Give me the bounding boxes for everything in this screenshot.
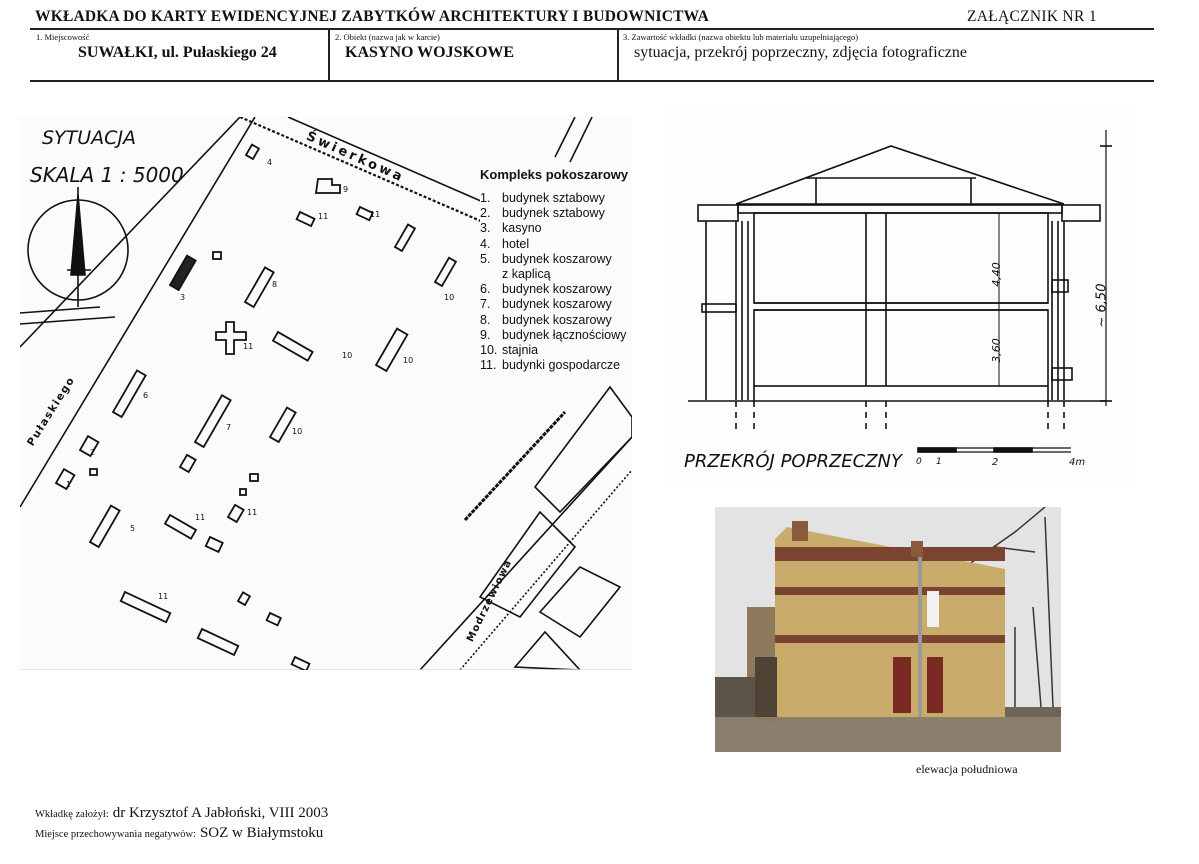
- photo-caption: elewacja południowa: [916, 762, 1018, 776]
- annex-number: ZAŁĄCZNIK NR 1: [967, 8, 1097, 25]
- dim-upper-storey: 4,40: [989, 262, 1003, 287]
- cross-section-title: PRZEKRÓJ POPRZECZNY: [684, 451, 903, 472]
- legend-item: 6. budynek koszarowy: [480, 282, 612, 297]
- svg-text:7: 7: [226, 423, 232, 432]
- street-label-pulaskiego: Pułaskiego: [25, 374, 78, 449]
- legend-title: Kompleks pokoszarowy: [480, 167, 629, 182]
- site-plan-legend: [480, 167, 628, 373]
- site-plan-title: SYTUACJA: [42, 127, 137, 149]
- svg-text:2: 2: [90, 448, 96, 457]
- north-arrow: [28, 187, 128, 307]
- dim-total-height: ~ 6,50: [1094, 283, 1110, 328]
- svg-text:5: 5: [130, 524, 136, 533]
- legend-item: 4. hotel: [480, 236, 530, 251]
- field-value-place: SUWAŁKI, ul. Pułaskiego 24: [78, 44, 277, 61]
- building-photo-image: [715, 507, 1061, 752]
- storage-label: Miejsce przechowywania negatywów:: [35, 829, 196, 840]
- scale-tick-1: 1: [936, 457, 942, 467]
- svg-text:11: 11: [247, 508, 258, 517]
- legend-item: 5. budynek koszarowy: [480, 251, 612, 266]
- svg-text:9: 9: [343, 185, 349, 194]
- author-value: dr Krzysztof A Jabłoński, VIII 2003: [112, 805, 329, 821]
- legend-item: 2. budynek sztabowy: [480, 206, 605, 221]
- field-divider-2: [617, 29, 619, 81]
- svg-text:11: 11: [195, 513, 206, 522]
- svg-text:10: 10: [444, 293, 455, 302]
- street-label-modrzewiowa: Modrzewiowa: [465, 557, 515, 644]
- footer-storage: [35, 824, 323, 842]
- legend-item: z kaplicą: [502, 267, 551, 282]
- scale-tick-4m: 4m: [1069, 457, 1086, 468]
- cross-section-drawing: [666, 108, 1134, 486]
- legend-item: 9. budynek łącznościowy: [480, 327, 627, 342]
- field-label-object: 2. Obiekt (nazwa jak w karcie): [335, 32, 440, 42]
- street-label-swierkowa: Świerkowa: [303, 129, 407, 186]
- legend-item: 8. budynek koszarowy: [480, 312, 612, 327]
- legend-list: [480, 191, 628, 373]
- scale-tick-0: 0: [916, 457, 922, 467]
- author-label: Wkładkę założył:: [35, 809, 109, 820]
- scale-tick-2: 2: [992, 457, 999, 468]
- header-rule-bottom: [30, 80, 1154, 82]
- header-rule-top: [30, 28, 1154, 30]
- site-plan-scale: SKALA 1 : 5000: [30, 163, 184, 187]
- field-divider-1: [328, 29, 330, 81]
- svg-text:10: 10: [403, 356, 414, 365]
- legend-item: 10. stajnia: [480, 343, 539, 358]
- field-value-content: sytuacja, przekrój poprzeczny, zdjęcia fotograficzne: [634, 44, 967, 61]
- svg-text:4: 4: [267, 158, 273, 167]
- building-photo: [715, 507, 1061, 752]
- cross-section-panel: [666, 108, 1134, 486]
- svg-text:10: 10: [342, 351, 353, 360]
- field-value-object: KASYNO WOJSKOWE: [345, 44, 515, 61]
- document-title: WKŁADKA DO KARTY EWIDENCYJNEJ ZABYTKÓW ARCHITEKTURY I BUDOWNICTWA: [35, 8, 710, 25]
- legend-item: 11. budynki gospodarcze: [480, 358, 621, 373]
- svg-text:3: 3: [180, 293, 186, 302]
- svg-text:6: 6: [143, 391, 149, 400]
- legend-item: 3. kasyno: [480, 221, 542, 236]
- storage-value: SOZ w Białymstoku: [199, 825, 324, 841]
- svg-text:11: 11: [243, 342, 254, 351]
- svg-text:11: 11: [370, 210, 381, 219]
- svg-text:11: 11: [158, 592, 169, 601]
- field-label-place: 1. Miejscowość: [36, 32, 90, 42]
- legend-item: 1. budynek sztabowy: [480, 191, 605, 205]
- legend-item: 7. budynek koszarowy: [480, 297, 612, 312]
- site-plan-panel: [20, 117, 632, 670]
- svg-text:1: 1: [66, 480, 72, 489]
- footer-author: [35, 804, 328, 822]
- svg-text:11: 11: [318, 212, 329, 221]
- svg-text:10: 10: [292, 427, 303, 436]
- field-label-content: 3. Zawartość wkładki (nazwa obiektu lub materiału uzupełniającego): [623, 32, 859, 42]
- svg-text:8: 8: [272, 280, 278, 289]
- dim-lower-storey: 3,60: [989, 338, 1003, 363]
